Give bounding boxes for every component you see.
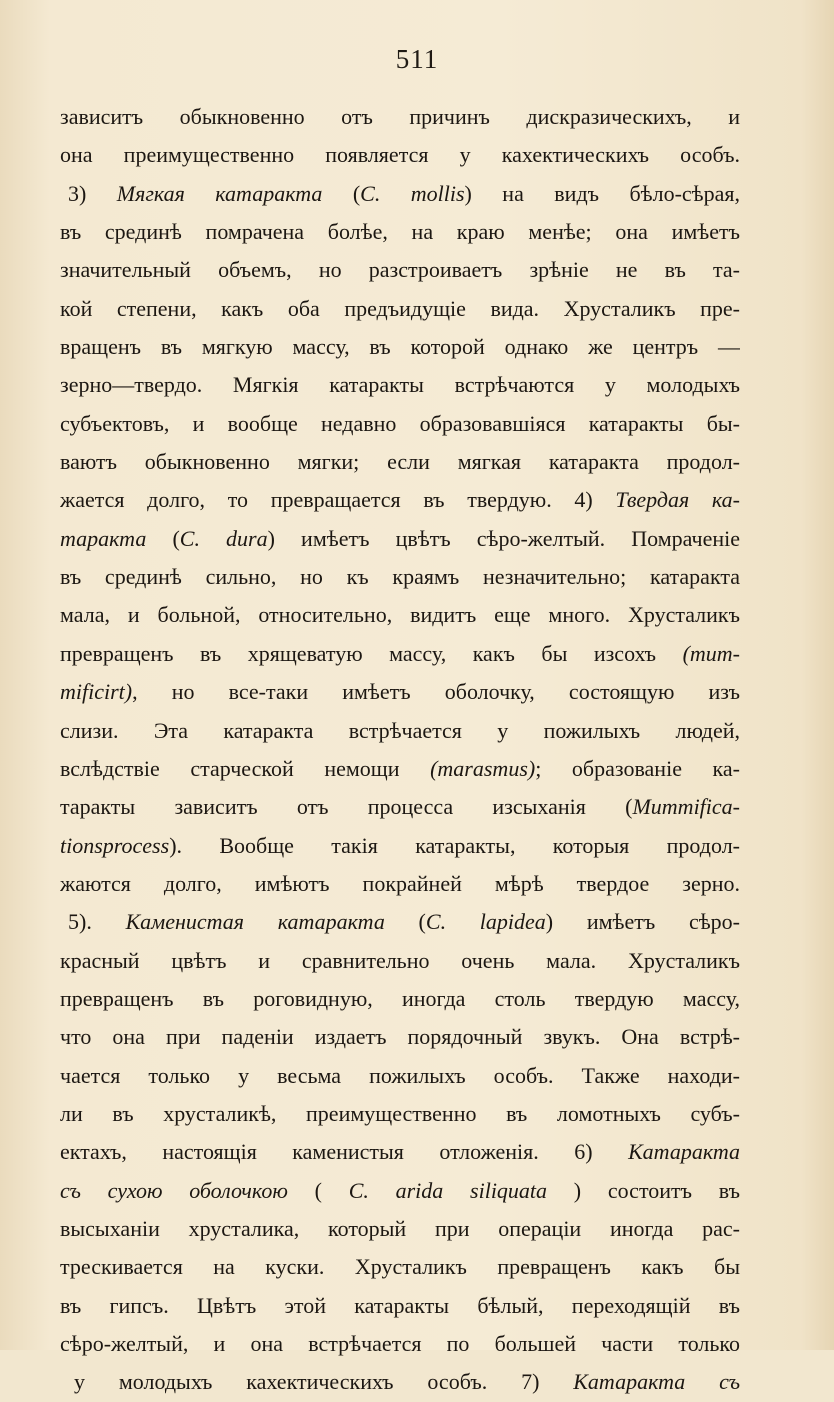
text-line	[60, 520, 740, 558]
text-segment: , но все-таки имѣетъ оболочку, состоящую изъ	[132, 679, 740, 705]
text-segment: чается только у весьма пожилыхъ особъ. Также находи-	[60, 1062, 740, 1088]
text-segment: (	[384, 909, 426, 935]
text-segment: ) состоитъ въ	[547, 1177, 740, 1203]
text-line	[60, 405, 740, 443]
italic-text: (marasmus)	[430, 755, 536, 781]
text-line	[60, 175, 740, 213]
text-line	[60, 443, 740, 481]
text-line	[60, 673, 740, 711]
italic-text: Мягкая катаракта	[116, 180, 323, 206]
text-line	[60, 1018, 740, 1056]
page-number: 511	[395, 44, 439, 74]
text-line	[60, 712, 740, 750]
italic-text: C. dura	[179, 525, 268, 551]
text-segment: что она при паденіи издаетъ порядочный звукъ. Она встрѣ-	[60, 1024, 740, 1050]
italic-text: таракта	[60, 525, 147, 551]
italic-text: C. arida siliquata	[348, 1177, 548, 1203]
italic-text: Катаракта съ	[573, 1369, 740, 1395]
text-line	[60, 980, 740, 1018]
italic-text: C. lapidea	[425, 909, 546, 935]
text-segment: вращенъ въ мягкую массу, въ которой однако же центръ —	[60, 334, 740, 360]
text-segment: слизи. Эта катаракта встрѣчается у пожилыхъ людей,	[60, 717, 740, 743]
text-segment: высыханіи хрусталика, который при операціи иногда рас-	[60, 1215, 740, 1241]
text-segment: превращенъ въ роговидную, иногда столь твердую массу,	[60, 985, 740, 1011]
text-line	[60, 1172, 740, 1210]
text-segment: ; образованіе ка-	[535, 755, 740, 781]
text-line	[60, 1133, 740, 1171]
italic-text: Каменистая катаракта	[125, 909, 385, 935]
text-segment: 3)	[68, 180, 117, 206]
text-line	[60, 750, 740, 788]
italic-text: Mummifica-	[632, 794, 740, 820]
text-segment: ектахъ, настоящія каменистыя отложенія. 6)	[60, 1139, 629, 1165]
text-segment: зависитъ обыкновенно отъ причинъ дискразическихъ, и	[60, 104, 740, 129]
text-segment: сѣро-желтый, и она встрѣчается по большей части только	[60, 1331, 740, 1356]
text-segment: ли въ хрусталикѣ, преимущественно въ ломотныхъ субъ-	[60, 1100, 740, 1126]
text-segment: (	[287, 1177, 349, 1203]
text-segment: ). Вообще такія катаракты, которыя продол-	[169, 832, 740, 858]
italic-text: tionsprocess	[60, 832, 170, 858]
text-line	[60, 1210, 740, 1248]
text-segment: 5).	[68, 909, 126, 935]
text-line	[60, 1248, 740, 1286]
text-line	[60, 481, 740, 519]
text-line	[60, 827, 740, 865]
italic-text: Катаракта	[628, 1139, 740, 1165]
text-line	[60, 213, 740, 251]
text-segment: вслѣдствіе старческой немощи	[60, 755, 431, 781]
text-segment: (	[322, 180, 361, 206]
body-text	[60, 98, 740, 1402]
text-segment: трескивается на куски. Хрусталикъ превращенъ какъ бы	[60, 1254, 740, 1280]
text-line	[60, 865, 740, 903]
italic-text: съ сухою оболочкою	[60, 1177, 288, 1203]
text-segment: превращенъ въ хрящеватую массу, какъ бы изсохъ	[60, 640, 683, 666]
text-line	[60, 328, 740, 366]
text-line	[60, 788, 740, 826]
text-segment: ) имѣетъ цвѣтъ сѣро-желтый. Помраченіе	[267, 525, 740, 551]
italic-text: C. mollis	[360, 180, 465, 206]
text-segment: мала, и больной, относительно, видитъ еще много. Хрусталикъ	[60, 602, 740, 628]
text-line	[60, 635, 740, 673]
text-segment: таракты зависитъ отъ процесса изсыханія (	[60, 794, 633, 820]
italic-text: Твердая ка-	[615, 487, 740, 513]
text-line	[60, 1287, 740, 1325]
text-segment: въ срединѣ помрачена болѣе, на краю менѣе; она имѣетъ	[60, 219, 740, 245]
text-segment: ) на видъ бѣло-сѣрая,	[464, 180, 740, 206]
text-segment: жаются долго, имѣютъ покрайней мѣрѣ твердое зерно.	[60, 870, 740, 896]
text-line	[60, 942, 740, 980]
text-segment: въ срединѣ сильно, но къ краямъ незначительно; катаракта	[60, 564, 740, 590]
text-segment: кой степени, какъ оба предъидущіе вида. Хрусталикъ пре-	[60, 295, 740, 321]
text-segment: красный цвѣтъ и сравнительно очень мала. Хрусталикъ	[60, 947, 740, 973]
text-line	[60, 558, 740, 596]
text-segment: значительный объемъ, но разстроиваетъ зрѣніе не въ та-	[60, 257, 740, 283]
text-line	[60, 251, 740, 289]
text-line	[60, 136, 740, 174]
text-line	[60, 596, 740, 634]
text-segment: зерно—твердо. Мягкія катаракты встрѣчаются у молодыхъ	[60, 372, 740, 398]
text-segment: ) имѣетъ сѣро-	[545, 909, 740, 935]
text-segment: жается долго, то превращается въ твердую. 4)	[60, 487, 616, 513]
text-segment: ваютъ обыкновенно мягки; если мягкая катаракта продол-	[60, 449, 740, 475]
text-segment: (	[146, 525, 180, 551]
text-segment: въ гипсъ. Цвѣтъ этой катаракты бѣлый, переходящій въ	[60, 1292, 740, 1318]
text-line	[60, 903, 740, 941]
text-segment: у молодыхъ кахектическихъ особъ. 7)	[74, 1369, 574, 1395]
text-line	[60, 1095, 740, 1133]
text-segment: субъектовъ, и вообще недавно образовавшіяся катаракты бы-	[60, 410, 740, 436]
text-segment: она преимущественно появляется у кахектическихъ особъ.	[60, 142, 740, 168]
text-line	[60, 290, 740, 328]
italic-text: (mum-	[682, 640, 740, 666]
italic-text: mificirt)	[60, 679, 133, 705]
text-line	[60, 1363, 740, 1401]
text-line	[60, 366, 740, 404]
text-line	[60, 98, 740, 136]
text-line	[60, 1325, 740, 1363]
text-line	[60, 1057, 740, 1095]
